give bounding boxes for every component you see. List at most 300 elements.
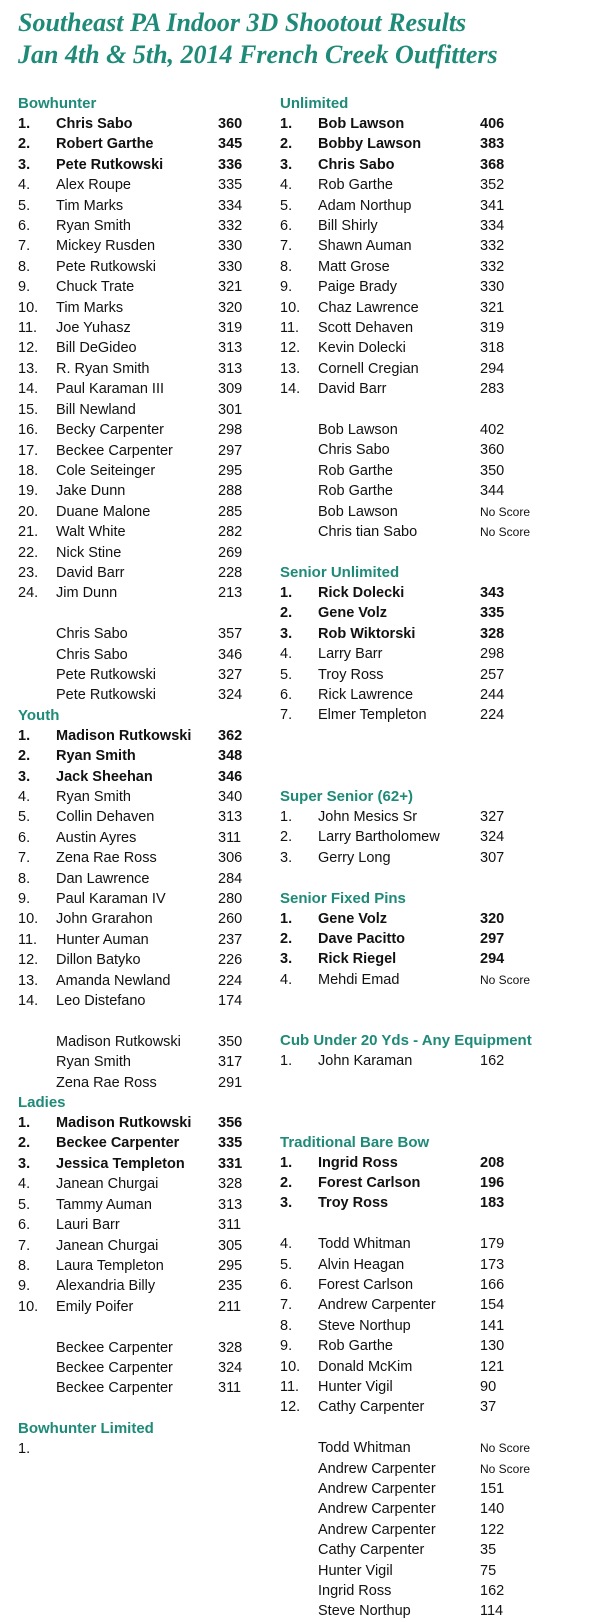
rank: 3. <box>280 951 293 968</box>
result-row <box>280 522 598 542</box>
rank: 2. <box>280 605 293 622</box>
score: 341 <box>480 197 505 214</box>
score: 173 <box>480 1256 505 1273</box>
archer-name: Shawn Auman <box>318 238 412 255</box>
result-row <box>18 1297 268 1317</box>
score: 330 <box>218 258 243 275</box>
result-row <box>280 685 598 705</box>
rank: 15. <box>18 401 39 418</box>
rank: 11. <box>18 931 38 948</box>
result-row <box>280 1051 598 1071</box>
result-row <box>280 624 598 644</box>
score: 298 <box>480 646 505 663</box>
archer-name: Beckee Carpenter <box>56 442 173 459</box>
result-row <box>18 318 268 338</box>
score: 332 <box>480 238 505 255</box>
rank: 11. <box>280 320 300 337</box>
result-row <box>280 175 598 195</box>
archer-name: Chaz Lawrence <box>318 299 419 316</box>
archer-name: Nick Stine <box>56 544 122 561</box>
score: 311 <box>218 1380 242 1397</box>
result-row <box>18 277 268 297</box>
score: 162 <box>480 1052 505 1069</box>
rank: 1. <box>280 910 293 927</box>
archer-name: Rob Garthe <box>318 1338 393 1355</box>
archer-name: John Grarahon <box>56 911 153 928</box>
archer-name: Bob Lawson <box>318 503 398 520</box>
score: 90 <box>480 1378 497 1395</box>
rank: 7. <box>280 1297 293 1314</box>
rank: 4. <box>18 788 31 805</box>
score: No Score <box>480 1441 531 1456</box>
rank: 2. <box>18 748 31 765</box>
result-row <box>18 522 268 542</box>
rank: 1. <box>18 1441 31 1458</box>
score: 319 <box>218 320 243 337</box>
score: 288 <box>218 483 243 500</box>
score: 311 <box>218 1217 242 1234</box>
spacer <box>280 400 598 420</box>
archer-name: Dave Pacitto <box>318 930 406 947</box>
result-row <box>280 461 598 481</box>
section-youth <box>18 706 268 1093</box>
rank: 7. <box>280 238 293 255</box>
score: 154 <box>480 1297 505 1314</box>
score: 298 <box>218 422 243 439</box>
result-row <box>18 1276 268 1296</box>
section-senior-fixed-pins <box>280 889 598 1031</box>
result-row <box>280 807 598 827</box>
archer-name: Pete Rutkowski <box>56 687 156 704</box>
result-row <box>280 1438 598 1458</box>
score: 295 <box>218 462 243 479</box>
rank: 8. <box>18 1257 31 1274</box>
score: 114 <box>480 1603 504 1620</box>
rank: 6. <box>280 686 293 703</box>
archer-name: Bill Shirly <box>318 218 378 235</box>
result-row <box>280 379 598 399</box>
score: 140 <box>480 1501 505 1518</box>
rank: 1. <box>280 584 293 601</box>
result-row <box>18 930 268 950</box>
result-row <box>280 970 598 990</box>
rank: 17. <box>18 442 39 459</box>
archer-name: Tammy Auman <box>56 1196 152 1213</box>
rank: 2. <box>280 829 293 846</box>
result-row <box>18 1358 268 1378</box>
archer-name: Ingrid Ross <box>318 1154 398 1171</box>
archer-name: Paige Brady <box>318 279 397 296</box>
rank: 21. <box>18 524 39 541</box>
spacer <box>18 1399 268 1419</box>
score: 282 <box>218 524 243 541</box>
result-row <box>18 1113 268 1133</box>
archer-name: Jake Dunn <box>56 483 126 500</box>
rank: 4. <box>280 177 293 194</box>
result-row <box>280 1581 598 1601</box>
score: 224 <box>480 707 505 724</box>
score: 330 <box>480 279 505 296</box>
archer-name: Chuck Trate <box>56 279 135 296</box>
score: 130 <box>480 1338 505 1355</box>
result-row <box>18 1195 268 1215</box>
result-row <box>280 359 598 379</box>
archer-name: Pete Rutkowski <box>56 156 164 173</box>
score: 294 <box>480 951 505 968</box>
score: 320 <box>480 910 505 927</box>
result-row <box>18 481 268 501</box>
section-unlimited <box>280 94 598 563</box>
archer-name: Janean Churgai <box>56 1237 159 1254</box>
archer-name: Gerry Long <box>318 849 391 866</box>
result-row <box>280 929 598 949</box>
result-row <box>18 298 268 318</box>
result-row <box>280 1377 598 1397</box>
rank: 12. <box>18 340 39 357</box>
archer-name: Ryan Smith <box>56 788 131 805</box>
archer-name: Adam Northup <box>318 197 412 214</box>
result-row <box>280 1173 598 1193</box>
score: 307 <box>480 849 505 866</box>
score: 313 <box>218 1196 243 1213</box>
result-row <box>18 359 268 379</box>
archer-name: Andrew Carpenter <box>318 1460 436 1477</box>
score: 324 <box>480 829 505 846</box>
archer-name: R. Ryan Smith <box>56 360 150 377</box>
score: 37 <box>480 1399 497 1416</box>
archer-name: Donald McKim <box>318 1358 413 1375</box>
score: 331 <box>218 1155 243 1172</box>
archer-name: Steve Northup <box>318 1603 411 1620</box>
result-row <box>280 155 598 175</box>
score: 260 <box>218 911 243 928</box>
rank: 9. <box>18 279 31 296</box>
rank: 5. <box>280 666 293 683</box>
spacer <box>280 746 598 766</box>
score: 297 <box>218 442 243 459</box>
section-ladies <box>18 1093 268 1419</box>
result-row <box>280 1357 598 1377</box>
score: 344 <box>480 483 505 500</box>
archer-name: Paul Karaman III <box>56 381 164 398</box>
result-row <box>18 134 268 154</box>
result-row <box>280 481 598 501</box>
rank: 5. <box>18 197 31 214</box>
section-title: Cub Under 20 Yds - Any Equipment <box>280 1031 532 1049</box>
result-row <box>280 1520 598 1540</box>
spacer <box>280 1214 598 1234</box>
rank: 8. <box>18 870 31 887</box>
archer-name: Hunter Vigil <box>318 1562 393 1579</box>
archer-name: Cathy Carpenter <box>318 1399 425 1416</box>
result-row <box>18 563 268 583</box>
score: 309 <box>218 381 243 398</box>
result-row <box>18 1215 268 1235</box>
rank: 1. <box>18 1115 31 1132</box>
section-title: Traditional Bare Bow <box>280 1133 430 1151</box>
result-row <box>280 1561 598 1581</box>
archer-name: John Mesics Sr <box>318 808 418 825</box>
spacer <box>280 1092 598 1112</box>
archer-name: Cole Seiteinger <box>56 462 156 479</box>
archer-name: Rob Wiktorski <box>318 625 416 642</box>
rank: 10. <box>18 911 39 928</box>
rank: 9. <box>280 1338 293 1355</box>
rank: 13. <box>18 360 39 377</box>
score: 257 <box>480 666 505 683</box>
rank: 12. <box>18 952 39 969</box>
result-row <box>18 909 268 929</box>
rank: 16. <box>18 422 39 439</box>
rank: 4. <box>18 177 31 194</box>
score: 75 <box>480 1562 497 1579</box>
result-row <box>18 236 268 256</box>
archer-name: Emily Poifer <box>56 1298 134 1315</box>
result-row <box>18 848 268 868</box>
result-row <box>18 338 268 358</box>
result-row <box>18 1439 268 1459</box>
archer-name: Ryan Smith <box>56 218 131 235</box>
score: 235 <box>218 1278 243 1295</box>
rank: 12. <box>280 340 301 357</box>
result-row <box>18 726 268 746</box>
archer-name: Forest Carlson <box>318 1276 414 1293</box>
score: 345 <box>218 136 243 153</box>
score: 208 <box>480 1154 505 1171</box>
archer-name: Beckee Carpenter <box>56 1380 173 1397</box>
spacer <box>280 726 598 746</box>
result-row <box>18 461 268 481</box>
rank: 18. <box>18 462 39 479</box>
result-row <box>280 1234 598 1254</box>
archer-name: Hunter Auman <box>56 931 149 948</box>
right-results-column <box>280 94 598 1622</box>
archer-name: Austin Ayres <box>56 829 137 846</box>
rank: 1. <box>18 727 31 744</box>
result-row <box>280 236 598 256</box>
rank: 9. <box>18 1278 31 1295</box>
result-row <box>280 1459 598 1479</box>
result-row <box>280 318 598 338</box>
score: 291 <box>218 1074 243 1091</box>
archer-name: Forest Carlson <box>318 1174 421 1191</box>
rank: 3. <box>18 156 31 173</box>
result-row <box>18 1338 268 1358</box>
result-row <box>18 1073 268 1093</box>
archer-name: Beckee Carpenter <box>56 1339 173 1356</box>
result-row <box>280 1316 598 1336</box>
rank: 1. <box>280 1154 293 1171</box>
section-title: Senior Fixed Pins <box>280 889 406 907</box>
score: 151 <box>480 1480 505 1497</box>
archer-name: Duane Malone <box>56 503 151 520</box>
archer-name: Bill Newland <box>56 401 136 418</box>
rank: 19. <box>18 483 39 500</box>
archer-name: Andrew Carpenter <box>318 1297 436 1314</box>
result-row <box>280 644 598 664</box>
archer-name: Alexandria Billy <box>56 1278 156 1295</box>
result-row <box>18 624 268 644</box>
result-row <box>18 1236 268 1256</box>
archer-name: Ryan Smith <box>56 748 136 765</box>
spacer <box>280 1418 598 1438</box>
result-row <box>18 1256 268 1276</box>
result-row <box>280 1499 598 1519</box>
result-row <box>280 1295 598 1315</box>
archer-name: Madison Rutkowski <box>56 1033 181 1050</box>
spacer <box>280 543 598 563</box>
rank: 5. <box>18 809 31 826</box>
archer-name: Rob Garthe <box>318 177 393 194</box>
result-row <box>280 196 598 216</box>
result-row <box>280 277 598 297</box>
result-row <box>280 134 598 154</box>
result-row <box>280 1193 598 1213</box>
archer-name: Tim Marks <box>56 299 124 316</box>
rank: 4. <box>18 1176 31 1193</box>
result-row <box>280 1601 598 1621</box>
archer-name: Troy Ross <box>318 666 384 683</box>
score: 328 <box>480 625 505 642</box>
result-row <box>280 298 598 318</box>
archer-name: Pete Rutkowski <box>56 258 156 275</box>
result-row <box>18 950 268 970</box>
score: 318 <box>480 340 505 357</box>
archer-name: Andrew Carpenter <box>318 1480 436 1497</box>
archer-name: Joe Yuhasz <box>56 320 131 337</box>
score: 321 <box>480 299 505 316</box>
archer-name: Dan Lawrence <box>56 870 150 887</box>
archer-name: Robert Garthe <box>56 136 154 153</box>
result-row <box>18 583 268 603</box>
score: 122 <box>480 1521 505 1538</box>
score: 402 <box>480 422 505 439</box>
archer-name: Rick Dolecki <box>318 584 405 601</box>
result-row <box>18 1032 268 1052</box>
result-row <box>280 216 598 236</box>
score: 348 <box>218 748 243 765</box>
rank: 9. <box>280 279 293 296</box>
rank: 24. <box>18 585 39 602</box>
rank: 3. <box>18 1155 31 1172</box>
score: No Score <box>480 525 531 540</box>
archer-name: Jack Sheehan <box>56 768 153 785</box>
score: 244 <box>480 686 505 703</box>
rank: 5. <box>280 197 293 214</box>
archer-name: Amanda Newland <box>56 972 171 989</box>
result-row <box>280 1397 598 1417</box>
archer-name: Andrew Carpenter <box>318 1501 436 1518</box>
archer-name: Alvin Heagan <box>318 1256 405 1273</box>
score: No Score <box>480 1461 531 1476</box>
score: 324 <box>218 1359 243 1376</box>
result-row <box>280 603 598 623</box>
score: 297 <box>480 930 505 947</box>
score: No Score <box>480 972 531 987</box>
archer-name: Andrew Carpenter <box>318 1521 436 1538</box>
left-results-column <box>18 94 268 1460</box>
result-row <box>18 441 268 461</box>
result-row <box>280 1153 598 1173</box>
section-bowhunter-limited <box>18 1419 268 1459</box>
result-row <box>280 502 598 522</box>
result-row <box>280 1336 598 1356</box>
score: 196 <box>480 1174 505 1191</box>
archer-name: Janean Churgai <box>56 1176 159 1193</box>
archer-name: Larry Bartholomew <box>318 829 440 846</box>
spacer <box>280 1011 598 1031</box>
rank: 14. <box>280 381 301 398</box>
result-row <box>18 1174 268 1194</box>
result-row <box>18 196 268 216</box>
score: 166 <box>480 1276 505 1293</box>
rank: 7. <box>18 850 31 867</box>
archer-name: Alex Roupe <box>56 177 131 194</box>
score: 284 <box>218 870 243 887</box>
score: 383 <box>480 136 505 153</box>
archer-name: Mehdi Emad <box>318 971 400 988</box>
score: 319 <box>480 320 505 337</box>
rank: 2. <box>18 1135 31 1152</box>
spacer <box>280 990 598 1010</box>
archer-name: Laura Templeton <box>56 1257 164 1274</box>
score: 285 <box>218 503 243 520</box>
archer-name: Zena Rae Ross <box>56 1074 157 1091</box>
score: 346 <box>218 646 243 663</box>
result-row <box>18 543 268 563</box>
result-row <box>18 257 268 277</box>
result-row <box>18 400 268 420</box>
score: 340 <box>218 788 243 805</box>
rank: 7. <box>18 1237 31 1254</box>
score: 368 <box>480 156 505 173</box>
result-row <box>280 420 598 440</box>
rank: 20. <box>18 503 39 520</box>
score: 406 <box>480 116 505 132</box>
rank: 11. <box>280 1378 300 1395</box>
archer-name: Kevin Dolecki <box>318 340 406 357</box>
archer-name: Todd Whitman <box>318 1236 411 1253</box>
result-row <box>280 1540 598 1560</box>
rank: 6. <box>18 829 31 846</box>
result-row <box>18 1133 268 1153</box>
archer-name: David Barr <box>56 564 125 581</box>
result-row <box>18 685 268 705</box>
rank: 12. <box>280 1399 301 1416</box>
score: 327 <box>480 808 505 825</box>
archer-name: Madison Rutkowski <box>56 727 192 744</box>
archer-name: Beckee Carpenter <box>56 1359 173 1376</box>
rank: 8. <box>280 1317 293 1334</box>
score: 183 <box>480 1195 505 1212</box>
rank: 3. <box>280 849 293 866</box>
result-row <box>18 155 268 175</box>
page-title: Southeast PA Indoor 3D Shootout Results <box>18 8 467 37</box>
archer-name: Beckee Carpenter <box>56 1135 180 1152</box>
archer-name: Leo Distefano <box>56 993 146 1010</box>
section-title: Super Senior (62+) <box>280 787 413 805</box>
result-row <box>18 175 268 195</box>
result-row <box>18 502 268 522</box>
rank: 1. <box>280 808 293 825</box>
rank: 3. <box>280 1195 293 1212</box>
section-title: Unlimited <box>280 95 349 112</box>
score: 324 <box>218 687 243 704</box>
archer-name: Zena Rae Ross <box>56 850 157 867</box>
archer-name: Hunter Vigil <box>318 1378 393 1395</box>
rank: 6. <box>280 1276 293 1293</box>
archer-name: Chris Sabo <box>56 626 128 643</box>
